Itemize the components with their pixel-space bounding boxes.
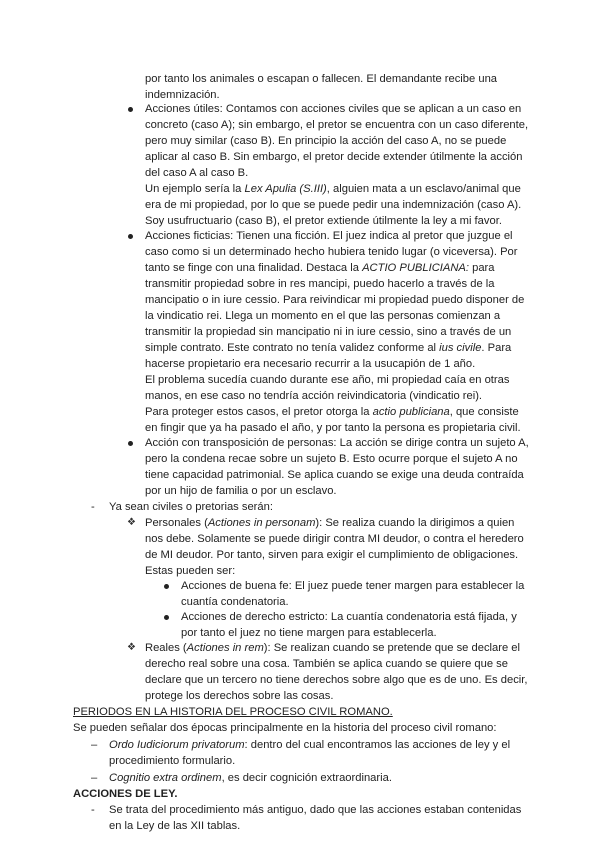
text-span: tanto se finge con una finalidad. Destaca la xyxy=(145,262,363,274)
text-line: Acciones de buena fe: El juez puede tener margen para establecer la xyxy=(181,580,525,592)
bullet-dot-icon xyxy=(164,584,169,589)
text-line: manos, en ese caso no tendría acción reivindicatoria (vindicatio rei). xyxy=(145,390,483,402)
text-line: procedimiento formulario. xyxy=(109,755,236,767)
text-span: ): Se realizan cuando se pretende que se declare el xyxy=(263,642,521,654)
text-italic: Cognitio extra ordinem xyxy=(109,772,222,784)
text-line xyxy=(145,404,519,420)
bullet-dot-icon xyxy=(128,107,133,112)
text-line: Se pueden señalar dos épocas principalmente en la historia del proceso civil romano: xyxy=(73,722,497,734)
text-italic: actio publiciana xyxy=(372,406,450,418)
diamond-bullet-icon: ❖ xyxy=(127,642,136,653)
section-heading: PERIODOS EN LA HISTORIA DEL PROCESO CIVIL ROMANO. xyxy=(73,706,393,718)
text-italic: ACTIO PUBLICIANA: xyxy=(362,262,469,274)
text-line: de MI deudor. Por tanto, sirven para exigir el cumplimiento de obligaciones. xyxy=(145,549,519,561)
text-line: El problema sucedía cuando durante ese año, mi propiedad caía en otras xyxy=(145,374,510,386)
text-line: indemnización. xyxy=(145,89,220,101)
text-line: Ya sean civiles o pretorias serán: xyxy=(109,501,273,513)
diamond-bullet-icon: ❖ xyxy=(127,517,136,528)
text-span: Para proteger estos casos, el pretor otorga la xyxy=(145,406,373,418)
bullet-dot-icon xyxy=(128,441,133,446)
text-line: por un hijo de familia o por un esclavo. xyxy=(145,485,337,497)
text-line xyxy=(145,640,520,656)
text-line xyxy=(145,260,495,276)
text-line: concreto (caso A); sin embargo, el pretor se encuentra con un caso diferente, xyxy=(145,119,529,131)
text-span: Reales ( xyxy=(145,642,187,654)
text-line xyxy=(109,737,510,753)
text-line: pero muy similar (caso B). En principio la acción del caso A, no se puede xyxy=(145,135,507,147)
dash-marker: – xyxy=(91,739,98,751)
text-span: para xyxy=(469,262,495,274)
text-line: Se trata del procedimiento más antiguo, dado que las acciones estaban contenidas xyxy=(109,804,522,816)
text-line xyxy=(145,515,514,531)
text-line: del caso A al caso B. xyxy=(145,167,249,179)
text-line: en fingir que ya ha pasado el año, y por tanto la persona es propietaria civil. xyxy=(145,422,521,434)
text-line: la vindicatio rei. Llega un momento en el que las personas comienzan a xyxy=(145,310,501,322)
text-italic: Actiones in rem xyxy=(186,642,264,654)
dash-marker: - xyxy=(91,501,95,513)
text-line: nos debe. Solamente se puede dirigir contra MI deudor, o contra el heredero xyxy=(145,533,524,545)
text-span: ): Se realiza cuando la dirigimos a quien xyxy=(315,517,515,529)
text-span: Personales ( xyxy=(145,517,208,529)
text-italic: Actiones in personam xyxy=(207,517,316,529)
text-line: protege los derechos sobre las cosas. xyxy=(145,690,334,702)
bullet-dot-icon xyxy=(128,234,133,239)
text-line: por tanto el juez no tiene margen para establecerla. xyxy=(181,627,437,639)
text-line: caso como si un determinado hecho hubiera tenido lugar (o viceversa). Por xyxy=(145,246,518,258)
dash-marker: – xyxy=(91,772,98,784)
text-span: : dentro del cual encontramos las acciones de ley y el xyxy=(244,739,511,751)
text-line: declare que un tercero no tiene derechos sobre algo que es de uno. Es decir, xyxy=(145,674,528,686)
text-line xyxy=(145,181,521,197)
text-line: cuantía condenatoria. xyxy=(181,596,289,608)
text-italic: ius civile xyxy=(439,342,482,354)
section-heading: ACCIONES DE LEY. xyxy=(73,788,178,800)
text-italic: Ordo Iudiciorum privatorum xyxy=(109,739,245,751)
text-line: era de mi propiedad, por lo que se puede pedir una indemnización (caso A). xyxy=(145,199,522,211)
text-italic: Lex Apulia (S.III) xyxy=(244,183,327,195)
text-line: pero la condena recae sobre un sujeto B. Esto ocurre porque el sujeto A no xyxy=(145,453,518,465)
text-line: Acciones útiles: Contamos con acciones civiles que se aplican a un caso en xyxy=(145,103,522,115)
text-line: transmitir propiedad sobre in res mancipi, puedo hacerlo a través de la xyxy=(145,278,495,290)
text-line: por tanto los animales o escapan o fallecen. El demandante recibe una xyxy=(145,73,498,85)
text-span: . Para xyxy=(481,342,512,354)
text-line: Soy usufructuario (caso B), el pretor extiende útilmente la ley a mi favor. xyxy=(145,215,502,227)
text-line: Acción con transposición de personas: La acción se dirige contra un sujeto A, xyxy=(145,437,529,449)
text-line xyxy=(145,340,511,356)
text-span: simple contrato. Este contrato no tenía validez conforme al xyxy=(145,342,440,354)
text-span: Un ejemplo sería la xyxy=(145,183,245,195)
text-span: , alguien mata a un esclavo/animal que xyxy=(326,183,521,195)
text-line: transmitir la propiedad sin mancipatio ni in iure cessio, sino a través de un xyxy=(145,326,512,338)
bullet-dot-icon xyxy=(164,615,169,620)
text-span: , es decir cognición extraordinaria. xyxy=(221,772,392,784)
text-line: en la Ley de las XII tablas. xyxy=(109,820,241,832)
text-line: aplicar al caso B. Sin embargo, el pretor decide extender útilmente la acción xyxy=(145,151,523,163)
text-line xyxy=(109,770,392,786)
text-line: mancipatio o in iure cessio. Para reivindicar mi propiedad puedo disponer de xyxy=(145,294,525,306)
text-line: tiene capacidad patrimonial. Se aplica cuando se exige una deuda contraída xyxy=(145,469,524,481)
text-line: Acciones de derecho estricto: La cuantía condenatoria está fijada, y xyxy=(181,611,517,623)
text-line: Estas pueden ser: xyxy=(145,565,236,577)
text-line: derecho real sobre una cosa. También se aplica cuando se quiere que se xyxy=(145,658,509,670)
text-span: , que consiste xyxy=(449,406,519,418)
text-line: Acciones ficticias: Tienen una ficción. El juez indica al pretor que juzgue el xyxy=(145,230,513,242)
text-line: hacerse propietario era necesario recurrir a la usucapión de 1 año. xyxy=(145,358,476,370)
dash-marker: - xyxy=(91,804,95,816)
